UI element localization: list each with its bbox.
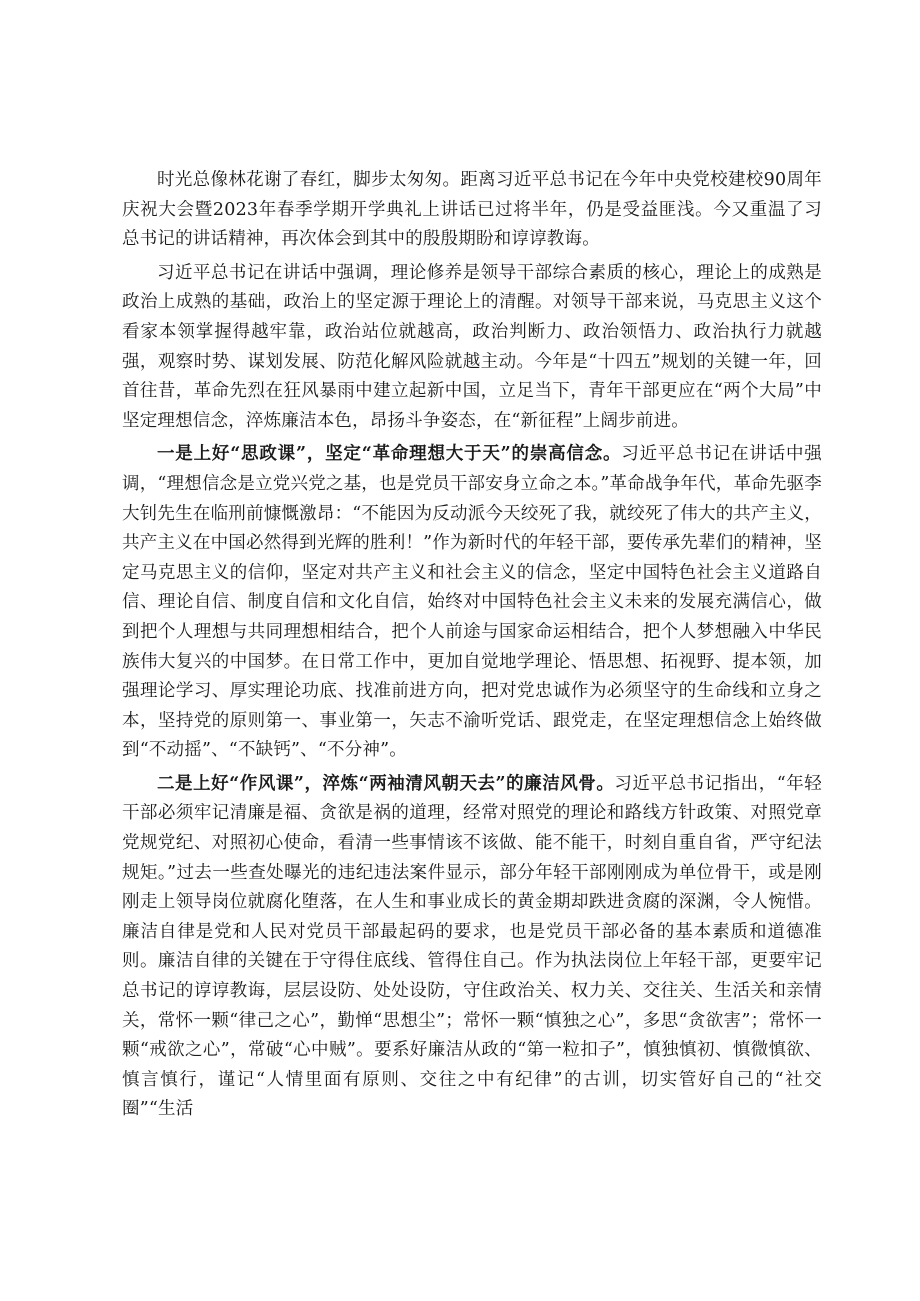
paragraph-intro bbox=[122, 166, 822, 255]
paragraph-text: 习近平总书记在讲话中强调，“理想信念是立党兴党之基，也是党员干部安身立命之本。”革命战争年代，革命先驱李大钊先生在临刑前慷慨激昂：“不能因为反动派今天绞死了我，就绞死了伟大的共产主义，共产主义在中国必然得到光辉的胜利！”作为新时代的年轻干部，要传承先辈们的精神，坚定马克思主义的信仰，坚定对共产主义和社会主义的信念，坚定中国特色社会主义道路自信、理论自信、制度自信和文化自信，始终对中国特色社会主义未来的发展充满信心，做到把个人理想与共同理想相结合，把个人前途与国家命运相结合，把个人梦想融入中华民族伟大复兴的中国梦。在日常工作中，更加自觉地学理论、悟思想、拓视野、提本领，加强理论学习、厚实理论功底、找准前进方向，把对党忠诚作为必须坚守的生命线和立身之本，坚持党的原则第一、事业第一，矢志不渝听党话、跟党走，在坚定理想信念上始终做到“不动摇”、“不缺钙”、“不分神”。 bbox=[122, 444, 822, 761]
paragraph-point-one bbox=[122, 440, 822, 766]
paragraph-theory bbox=[122, 259, 822, 437]
paragraph-point-two bbox=[122, 770, 822, 1125]
paragraph-text: 时光总像林花谢了春红，脚步太匆匆。距离习近平总书记在今年中央党校建校90周年庆祝大会暨2023年春季学期开学典礼上讲话已过将半年，仍是受益匪浅。今又重温了习总书记的讲话精神，再次体会到其中的殷殷期盼和谆谆教诲。 bbox=[122, 170, 822, 250]
paragraph-lead: 二是上好“作风课”，淬炼“两袖清风朝天去”的廉洁风骨。 bbox=[157, 773, 615, 794]
paragraph-text: 习近平总书记在讲话中强调，理论修养是领导干部综合素质的核心，理论上的成熟是政治上成熟的基础，政治上的坚定源于理论上的清醒。对领导干部来说，马克思主义这个看家本领掌握得越牢靠，政治站位就越高，政治判断力、政治领悟力、政治执行力就越强，观察时势、谋划发展、防范化解风险就越主动。今年是“十四五”规划的关键一年，回首往昔，革命先烈在狂风暴雨中建立起新中国，立足当下，青年干部更应在“两个大局”中坚定理想信念，淬炼廉洁本色，昂扬斗争姿态，在“新征程”上阔步前进。 bbox=[122, 262, 822, 431]
paragraph-text: 习近平总书记指出，“年轻干部必须牢记清廉是福、贪欲是祸的道理，经常对照党的理论和路线方针政策、对照党章党规党纪、对照初心使命，看清一些事情该不该做、能不能干，时刻自重自省，严守纪法规矩。”过去一些查处曝光的违纪违法案件显示，部分年轻干部刚刚成为单位骨干，或是刚刚走上领导岗位就腐化堕落，在人生和事业成长的黄金期却跌进贪腐的深渊，令人惋惜。廉洁自律是党和人民对党员干部最起码的要求，也是党员干部必备的基本素质和道德准则。廉洁自律的关键在于守得住底线、管得住自己。作为执法岗位上年轻干部，更要牢记总书记的谆谆教诲，层层设防、处处设防，守住政治关、权力关、交往关、生活关和亲情关，常怀一颗“律己之心”，勤惮“思想尘”；常怀一颗“慎独之心”，多思“贪欲害”；常怀一颗“戒欲之心”，常破“心中贼”。要系好廉洁从政的“第一粒扣子”，慎独慎初、慎微慎欲、慎言慎行，谨记“人情里面有原则、交往之中有纪律”的古训，切实管好自己的“社交圈”“生活 bbox=[122, 773, 822, 1120]
paragraph-lead: 一是上好“思政课”，坚定“革命理想大于天”的崇高信念。 bbox=[157, 444, 622, 465]
document-body bbox=[122, 166, 822, 1129]
